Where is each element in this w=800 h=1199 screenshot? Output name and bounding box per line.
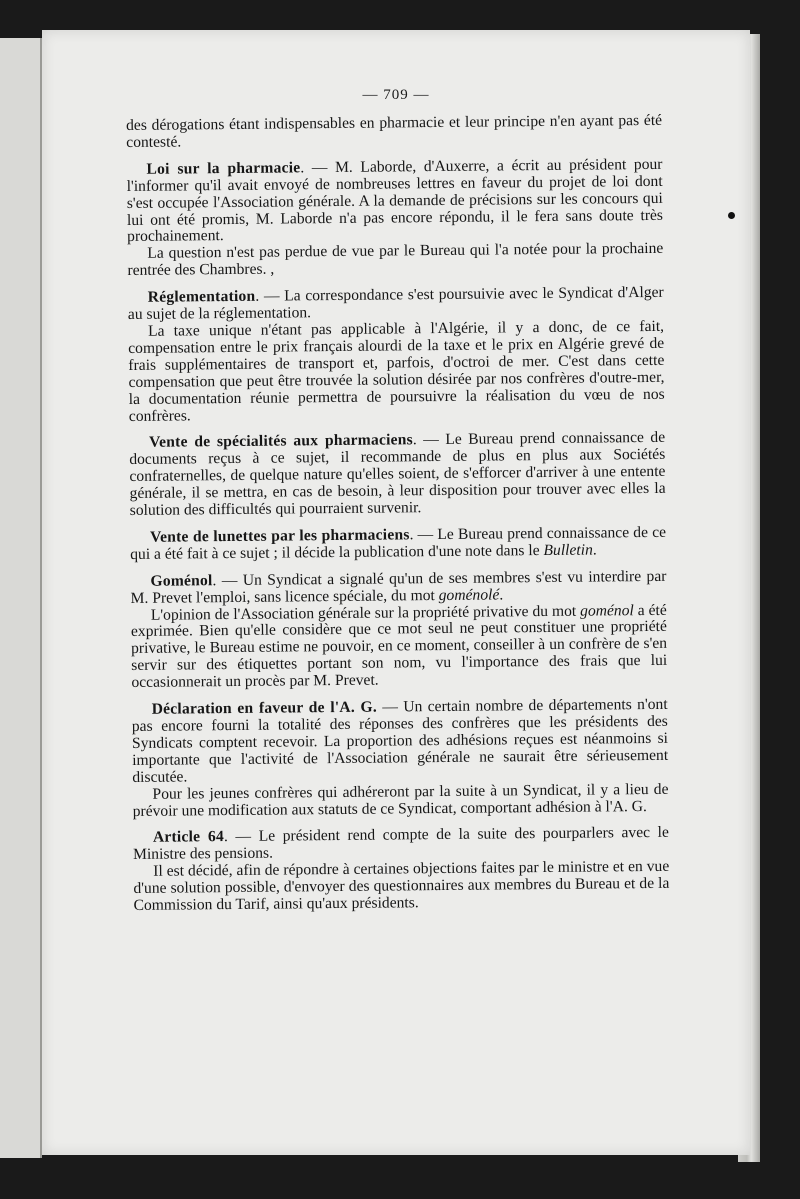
section-text: . — M. Laborde, d'Auxerre, a écrit au président pour l'informer qu'il avait envoyé de nombreuses lettres en faveur du projet de loi dont s'est occupée l'Association générale. A la demande de précisions sur les concours qui lui ont été promis, M. Laborde n'a pas encore répondu, il le fera sans doute très prochainement. [126,155,664,246]
section-text: . — La correspondance s'est poursuivie avec le Syndicat d'Alger au sujet de la réglementation. [127,284,664,324]
document-page [42,30,750,1155]
paragraph-lead: L'opinion de l'Association générale sur la propriété privative du mot [150,602,581,624]
section-loi-sur-la-pharmacie [126,157,663,247]
section-text: — Un certain nombre de départements n'ont pas encore fourni la totalité des réponses des confrères que les présidents des Syndicats comptent recevoir. La proportion des adhésions reçues est néanmoins si importante que l'activité de l'Association générale ne saurait être sérieusement discutée. [131,695,669,786]
paragraph: Il est décidé, afin de répondre à certaines objections faites par le ministre et en vue d'une solution possible, d'envoyer des questionnaires aux membres du Bureau et de la Commission du Tarif, ainsi qu'aux présidents. [133,858,670,915]
section-heading: Loi sur la pharmacie [146,159,301,178]
italic-word: goménol [580,601,634,620]
section-declaration-ag [132,697,669,787]
section-heading: Vente de lunettes par les pharmaciens [149,526,410,546]
section-text: . — Le Bureau prend connaissance de ce qui a été fait à ce sujet ; il décide la publication d'une note dans le [130,523,667,563]
section-text-tail: . [592,541,597,559]
paragraph: Pour les jeunes confrères qui adhéreront par la suite à un Syndicat, il y a lieu de prévoir une modification aux statuts de ce Syndicat, comportant adhésion à l'A. G. [132,780,669,820]
paragraph [131,602,668,692]
section-vente-de-lunettes [130,525,666,564]
paragraph: La taxe unique n'étant pas applicable à l'Algérie, il y a donc, de ce fait, compensation entre le prix français alourdi de la taxe et le prix en Algérie grevé de frais supplémentaires de transport et, parfois, d'octroi de mer. C'est dans cette compensation que peut être trouvée la solution désirée par nos confrères d'outre-mer, la documentation réunie permettra de poursuivre la réalisation du vœu de nos confrères. [128,317,665,425]
binding-hole-mark [728,212,735,219]
section-heading: Déclaration en faveur de l'A. G. [151,698,378,718]
section-heading: Vente de spécialités aux pharmaciens [149,431,413,452]
paragraph-rest: a été exprimée. Bien qu'elle considère que ce mot seul ne peut constituer une propriété privative, le Bureau estime ne pouvoir, en ce moment, conseiller à un confrère de s'en servir sur des étiquettes portant son nom, vu l'importance des frais que lui occasionnerait un procès par M. Prevet. [130,601,668,692]
paragraph: La question n'est pas perdue de vue par le Bureau qui l'a notée pour la prochaine rentrée des Chambres. , [127,240,664,280]
section-text-tail: . [499,586,504,604]
page-number: — 709 — [362,87,430,103]
paragraph-continuation: des dérogations étant indispensables en pharmacie et leur principe n'en ayant pas été contesté. [125,111,663,151]
page-body [126,113,670,915]
section-text: . — Un Syndicat a signalé qu'un de ses membres s'est vu interdire par M. Prevet l'emploi, sans licence spéciale, du mot [130,567,667,607]
italic-word: Bulletin [543,541,593,559]
section-heading: Goménol [150,571,213,590]
section-text: . — Le Bureau prend connaissance de documents reçus à ce sujet, il recommande de plus en plus aux Sociétés confraternelles, de quelque nature qu'elles soient, de s'efforcer d'arriver à une entente générale, il se mettra, en cas de besoin, à leur disposition pour trouver avec elles la solution des difficultés qui pourraient survenir. [129,429,666,520]
section-heading: Article 64 [152,828,225,847]
section-heading: Réglementation [147,287,256,306]
italic-word: goménolé [438,586,500,604]
section-vente-de-specialites [129,430,666,520]
facing-page-edge [0,38,42,1158]
section-text: . — Le président rend compte de la suite des pourparlers avec le Ministre des pensions. [132,824,669,864]
